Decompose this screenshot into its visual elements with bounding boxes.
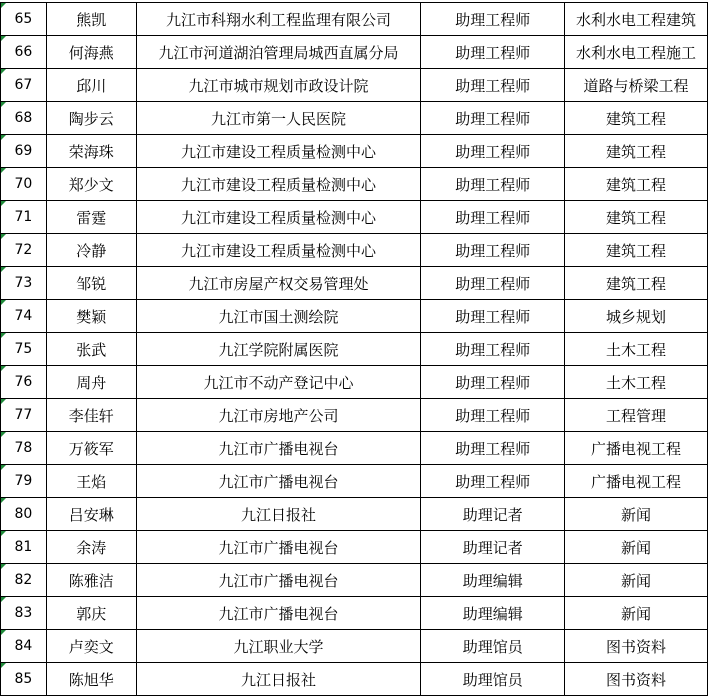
person-name-cell: 邹锐 xyxy=(46,267,136,300)
professional-title-cell: 助理记者 xyxy=(421,531,565,564)
employer-unit-cell: 九江学院附属医院 xyxy=(136,333,421,366)
professional-title-cell: 助理工程师 xyxy=(421,168,565,201)
row-number-cell: 75 xyxy=(1,333,47,366)
professional-title-cell: 助理工程师 xyxy=(421,432,565,465)
table-row xyxy=(1,102,708,135)
employer-unit-cell: 九江市第一人民医院 xyxy=(136,102,421,135)
table-row xyxy=(1,465,708,498)
row-number-cell: 73 xyxy=(1,267,47,300)
professional-title-cell: 助理工程师 xyxy=(421,201,565,234)
row-number-cell: 70 xyxy=(1,168,47,201)
employer-unit-cell: 九江市广播电视台 xyxy=(136,432,421,465)
employer-unit-cell: 九江市广播电视台 xyxy=(136,564,421,597)
employer-unit-cell: 九江市广播电视台 xyxy=(136,465,421,498)
table-body xyxy=(1,3,708,696)
professional-title-cell: 助理编辑 xyxy=(421,564,565,597)
row-number-cell: 79 xyxy=(1,465,47,498)
professional-title-cell: 助理工程师 xyxy=(421,267,565,300)
specialty-cell: 广播电视工程 xyxy=(565,432,708,465)
table-row xyxy=(1,498,708,531)
person-name-cell: 吕安琳 xyxy=(46,498,136,531)
specialty-cell: 图书资料 xyxy=(565,663,708,696)
specialty-cell: 新闻 xyxy=(565,498,708,531)
person-name-cell: 熊凯 xyxy=(46,3,136,36)
employer-unit-cell: 九江市河道湖泊管理局城西直属分局 xyxy=(136,36,421,69)
table-row xyxy=(1,399,708,432)
person-name-cell: 万筱军 xyxy=(46,432,136,465)
employer-unit-cell: 九江日报社 xyxy=(136,498,421,531)
employer-unit-cell: 九江市国土测绘院 xyxy=(136,300,421,333)
specialty-cell: 新闻 xyxy=(565,564,708,597)
specialty-cell: 水利水电工程建筑 xyxy=(565,3,708,36)
row-number-cell: 66 xyxy=(1,36,47,69)
table-row xyxy=(1,168,708,201)
row-number-cell: 82 xyxy=(1,564,47,597)
person-name-cell: 冷静 xyxy=(46,234,136,267)
row-number-cell: 85 xyxy=(1,663,47,696)
employer-unit-cell: 九江市建设工程质量检测中心 xyxy=(136,201,421,234)
professional-title-cell: 助理工程师 xyxy=(421,366,565,399)
person-name-cell: 李佳轩 xyxy=(46,399,136,432)
person-name-cell: 何海燕 xyxy=(46,36,136,69)
row-number-cell: 65 xyxy=(1,3,47,36)
professional-title-cell: 助理馆员 xyxy=(421,663,565,696)
person-name-cell: 荣海珠 xyxy=(46,135,136,168)
specialty-cell: 道路与桥梁工程 xyxy=(565,69,708,102)
row-number-cell: 84 xyxy=(1,630,47,663)
table-row xyxy=(1,663,708,696)
table-row xyxy=(1,564,708,597)
table-row xyxy=(1,36,708,69)
person-name-cell: 樊颖 xyxy=(46,300,136,333)
table-row xyxy=(1,597,708,630)
specialty-cell: 建筑工程 xyxy=(565,102,708,135)
row-number-cell: 72 xyxy=(1,234,47,267)
person-name-cell: 雷霆 xyxy=(46,201,136,234)
specialty-cell: 水利水电工程施工 xyxy=(565,36,708,69)
employer-unit-cell: 九江市房屋产权交易管理处 xyxy=(136,267,421,300)
specialty-cell: 建筑工程 xyxy=(565,267,708,300)
employer-unit-cell: 九江市广播电视台 xyxy=(136,531,421,564)
employer-unit-cell: 九江日报社 xyxy=(136,663,421,696)
table-row xyxy=(1,69,708,102)
person-name-cell: 邱川 xyxy=(46,69,136,102)
specialty-cell: 建筑工程 xyxy=(565,201,708,234)
person-name-cell: 余涛 xyxy=(46,531,136,564)
specialty-cell: 城乡规划 xyxy=(565,300,708,333)
person-name-cell: 王焰 xyxy=(46,465,136,498)
personnel-table xyxy=(0,2,708,696)
professional-title-cell: 助理工程师 xyxy=(421,333,565,366)
row-number-cell: 78 xyxy=(1,432,47,465)
specialty-cell: 新闻 xyxy=(565,531,708,564)
row-number-cell: 81 xyxy=(1,531,47,564)
professional-title-cell: 助理工程师 xyxy=(421,3,565,36)
specialty-cell: 工程管理 xyxy=(565,399,708,432)
employer-unit-cell: 九江市广播电视台 xyxy=(136,597,421,630)
person-name-cell: 郑少文 xyxy=(46,168,136,201)
person-name-cell: 陶步云 xyxy=(46,102,136,135)
employer-unit-cell: 九江市建设工程质量检测中心 xyxy=(136,168,421,201)
row-number-cell: 83 xyxy=(1,597,47,630)
person-name-cell: 周舟 xyxy=(46,366,136,399)
table-row xyxy=(1,630,708,663)
row-number-cell: 68 xyxy=(1,102,47,135)
professional-title-cell: 助理工程师 xyxy=(421,36,565,69)
row-number-cell: 71 xyxy=(1,201,47,234)
specialty-cell: 建筑工程 xyxy=(565,135,708,168)
table-row xyxy=(1,135,708,168)
employer-unit-cell: 九江市房地产公司 xyxy=(136,399,421,432)
person-name-cell: 张武 xyxy=(46,333,136,366)
professional-title-cell: 助理工程师 xyxy=(421,234,565,267)
row-number-cell: 67 xyxy=(1,69,47,102)
table-row xyxy=(1,234,708,267)
professional-title-cell: 助理工程师 xyxy=(421,135,565,168)
person-name-cell: 卢奕文 xyxy=(46,630,136,663)
person-name-cell: 陈旭华 xyxy=(46,663,136,696)
specialty-cell: 广播电视工程 xyxy=(565,465,708,498)
table-row xyxy=(1,3,708,36)
table-row xyxy=(1,531,708,564)
professional-title-cell: 助理工程师 xyxy=(421,465,565,498)
person-name-cell: 郭庆 xyxy=(46,597,136,630)
specialty-cell: 图书资料 xyxy=(565,630,708,663)
table-row xyxy=(1,201,708,234)
specialty-cell: 新闻 xyxy=(565,597,708,630)
professional-title-cell: 助理工程师 xyxy=(421,399,565,432)
employer-unit-cell: 九江市不动产登记中心 xyxy=(136,366,421,399)
employer-unit-cell: 九江市建设工程质量检测中心 xyxy=(136,135,421,168)
employer-unit-cell: 九江职业大学 xyxy=(136,630,421,663)
professional-title-cell: 助理记者 xyxy=(421,498,565,531)
employer-unit-cell: 九江市建设工程质量检测中心 xyxy=(136,234,421,267)
table-row xyxy=(1,300,708,333)
specialty-cell: 建筑工程 xyxy=(565,234,708,267)
row-number-cell: 74 xyxy=(1,300,47,333)
row-number-cell: 76 xyxy=(1,366,47,399)
person-name-cell: 陈雅洁 xyxy=(46,564,136,597)
professional-title-cell: 助理工程师 xyxy=(421,102,565,135)
employer-unit-cell: 九江市城市规划市政设计院 xyxy=(136,69,421,102)
table-row xyxy=(1,333,708,366)
row-number-cell: 77 xyxy=(1,399,47,432)
specialty-cell: 建筑工程 xyxy=(565,168,708,201)
table-row xyxy=(1,267,708,300)
professional-title-cell: 助理工程师 xyxy=(421,69,565,102)
table-row xyxy=(1,432,708,465)
professional-title-cell: 助理馆员 xyxy=(421,630,565,663)
row-number-cell: 80 xyxy=(1,498,47,531)
row-number-cell: 69 xyxy=(1,135,47,168)
employer-unit-cell: 九江市科翔水利工程监理有限公司 xyxy=(136,3,421,36)
specialty-cell: 土木工程 xyxy=(565,333,708,366)
table-row xyxy=(1,366,708,399)
specialty-cell: 土木工程 xyxy=(565,366,708,399)
professional-title-cell: 助理工程师 xyxy=(421,300,565,333)
professional-title-cell: 助理编辑 xyxy=(421,597,565,630)
